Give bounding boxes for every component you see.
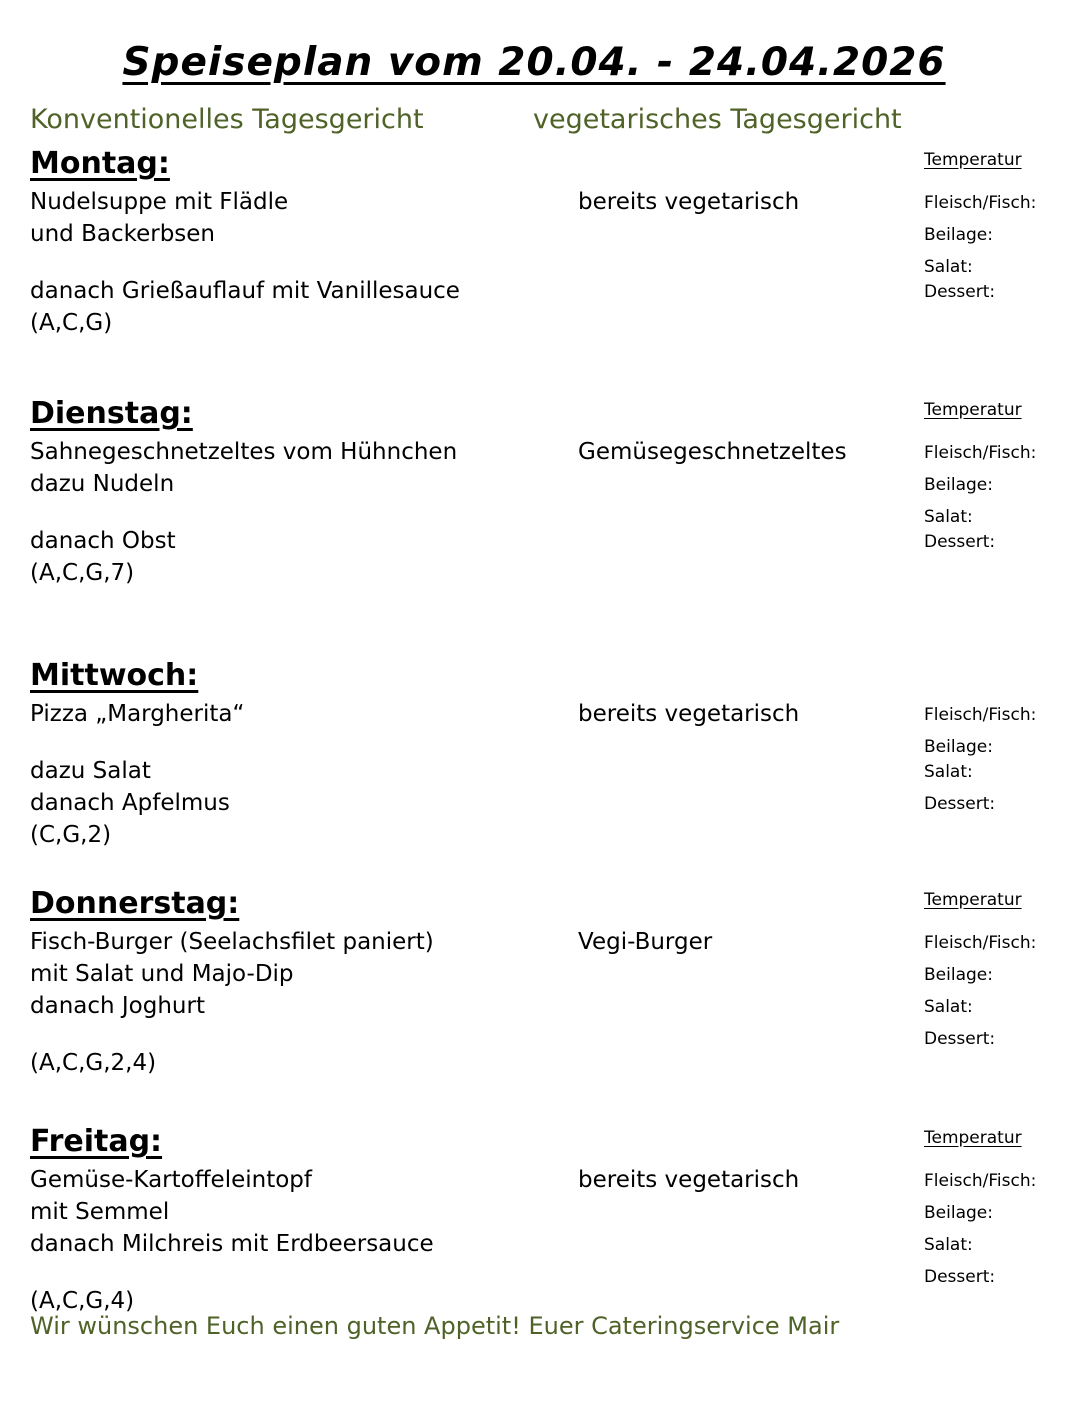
menu-row [30,528,1068,560]
allergen-codes: (C,G,2) [30,822,112,848]
day-section-dienstag [30,396,1068,592]
column-header-vegetarian: vegetarisches Tagesgericht [533,104,902,135]
dish-line: Sahnegeschnetzeltes vom Hühnchen [30,439,458,465]
category-label: Beilage: [924,225,993,245]
day-header-row [30,146,1068,189]
category-label: Fleisch/Fisch: [924,193,1037,213]
category-label: Salat: [924,997,973,1017]
menu-row [30,1050,1068,1082]
allergen-codes: (A,C,G,4) [30,1288,135,1314]
menu-row [30,1263,1068,1288]
menu-row [30,701,1068,733]
day-heading: Dienstag: [30,396,193,431]
category-label: Salat: [924,257,973,277]
spacer [924,560,1068,564]
category-label: Fleisch/Fisch: [924,443,1037,463]
category-label: Salat: [924,1235,973,1255]
menu-row [30,1231,1068,1263]
menu-row [30,822,1068,854]
vegetarian-dish: bereits vegetarisch [578,1167,800,1193]
category-label: Salat: [924,762,973,782]
menu-row [30,961,1068,993]
category-label: Beilage: [924,475,993,495]
category-label: Beilage: [924,1203,993,1223]
menu-row [30,439,1068,471]
category-label: Salat: [924,507,973,527]
footer-note: Wir wünschen Euch einen guten Appetit! Euer Cateringservice Mair [30,1312,840,1340]
temperatur-label: Temperatur [924,890,1022,910]
dish-line: danach Apfelmus [30,790,230,816]
menu-row [30,1199,1068,1231]
menu-row [30,1167,1068,1199]
dish-line: mit Semmel [30,1199,170,1225]
category-label: Beilage: [924,737,993,757]
day-header-row [30,658,1068,701]
dish-line: und Backerbsen [30,221,215,247]
spacer [924,822,1068,826]
column-headers [0,104,1068,142]
dish-line: danach Grießauflauf mit Vanillesauce [30,278,460,304]
dish-line: Nudelsuppe mit Flädle [30,189,289,215]
menu-row [30,503,1068,528]
category-label: Beilage: [924,965,993,985]
category-label: Dessert: [924,1029,996,1049]
category-label: Dessert: [924,282,996,302]
temperatur-label: Temperatur [924,1128,1022,1148]
day-heading: Donnerstag: [30,886,240,921]
day-heading: Freitag: [30,1124,163,1159]
category-label: Fleisch/Fisch: [924,1171,1037,1191]
category-label: Dessert: [924,1267,996,1287]
dish-line: Pizza „Margherita“ [30,701,245,727]
dish-line: Gemüse-Kartoffeleintopf [30,1167,312,1193]
spacer [924,310,1068,314]
category-label: Dessert: [924,532,996,552]
menu-row [30,221,1068,253]
menu-row [30,189,1068,221]
menu-row [30,471,1068,503]
day-header-row [30,1124,1068,1167]
dish-line: danach Milchreis mit Erdbeersauce [30,1231,434,1257]
menu-row [30,1025,1068,1050]
menu-row [30,310,1068,342]
day-section-mittwoch [30,658,1068,854]
day-section-montag [30,146,1068,342]
vegetarian-dish: bereits vegetarisch [578,701,800,727]
temperatur-label [924,658,1068,662]
spacer [924,1050,1068,1054]
day-header-row [30,886,1068,929]
menu-row [30,253,1068,278]
menu-row [30,929,1068,961]
dish-line: dazu Salat [30,758,151,784]
dish-line: danach Joghurt [30,993,205,1019]
column-header-conventional: Konventionelles Tagesgericht [30,104,424,135]
dish-line: dazu Nudeln [30,471,175,497]
category-label: Fleisch/Fisch: [924,933,1037,953]
menu-row [30,733,1068,758]
allergen-codes: (A,C,G,7) [30,560,135,586]
day-header-row [30,396,1068,439]
dish-line: danach Obst [30,528,176,554]
category-label: Dessert: [924,794,996,814]
day-heading: Montag: [30,146,170,181]
temperatur-label: Temperatur [924,150,1022,170]
category-label: Fleisch/Fisch: [924,705,1037,725]
page-title: Speiseplan vom 20.04. - 24.04.2026 [122,40,946,85]
day-section-donnerstag [30,886,1068,1082]
day-heading: Mittwoch: [30,658,199,693]
spacer [924,1288,1068,1292]
allergen-codes: (A,C,G) [30,310,113,336]
menu-row [30,560,1068,592]
vegetarian-dish: bereits vegetarisch [578,189,800,215]
menu-row [30,790,1068,822]
menu-row [30,758,1068,790]
allergen-codes: (A,C,G,2,4) [30,1050,157,1076]
menu-row [30,993,1068,1025]
day-section-freitag [30,1124,1068,1320]
menu-row [30,278,1068,310]
vegetarian-dish: Vegi-Burger [578,929,713,955]
vegetarian-dish: Gemüsegeschnetzeltes [578,439,847,465]
dish-line: Fisch-Burger (Seelachsfilet paniert) [30,929,434,955]
dish-line: mit Salat und Majo-Dip [30,961,294,987]
temperatur-label: Temperatur [924,400,1022,420]
